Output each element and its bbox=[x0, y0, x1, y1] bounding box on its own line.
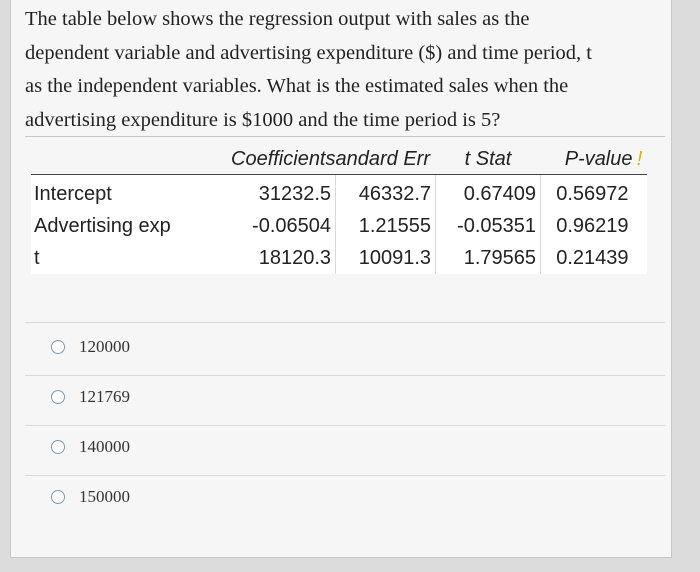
table-row bbox=[31, 175, 647, 211]
option-label: 120000 bbox=[79, 337, 130, 356]
regression-table bbox=[31, 144, 647, 274]
se-cell: 1.21555 bbox=[336, 210, 436, 242]
row-label: t bbox=[31, 242, 231, 274]
pvalue-cell: 0.96219 bbox=[541, 210, 633, 242]
divider bbox=[25, 322, 665, 323]
divider bbox=[25, 136, 665, 137]
question-card bbox=[10, 0, 672, 558]
se-cell: 10091.3 bbox=[336, 242, 436, 274]
row-label: Intercept bbox=[31, 175, 231, 211]
header-blank bbox=[31, 144, 231, 175]
pvalue-cell: 0.56972 bbox=[541, 175, 633, 211]
row-label: Advertising exp bbox=[31, 210, 231, 242]
se-cell: 46332.7 bbox=[336, 175, 436, 211]
coef-cell: 18120.3 bbox=[231, 242, 336, 274]
coef-cell: -0.06504 bbox=[231, 210, 336, 242]
radio-button[interactable] bbox=[51, 490, 65, 504]
option-label: 140000 bbox=[79, 437, 130, 456]
option-140000[interactable] bbox=[51, 437, 130, 457]
radio-button[interactable] bbox=[51, 340, 65, 354]
question-line: The table below shows the regression output with sales as the bbox=[25, 8, 530, 30]
tstat-cell: 0.67409 bbox=[436, 175, 541, 211]
divider bbox=[25, 425, 665, 426]
header-p-value: P-value bbox=[541, 144, 633, 175]
radio-button[interactable] bbox=[51, 390, 65, 404]
question-line: dependent variable and advertising expenditure ($) and time period, t bbox=[25, 41, 592, 64]
warning-icon: ! bbox=[633, 144, 647, 175]
question-line: advertising expenditure is $1000 and the time period is 5? bbox=[25, 108, 501, 131]
coef-cell: 31232.5 bbox=[231, 175, 336, 211]
option-label: 150000 bbox=[79, 487, 130, 506]
table-row bbox=[31, 242, 647, 274]
header-t-stat: t Stat bbox=[436, 144, 541, 175]
pvalue-cell: 0.21439 bbox=[541, 242, 633, 274]
radio-button[interactable] bbox=[51, 440, 65, 454]
header-coefficients: Coefficients bbox=[231, 144, 336, 175]
option-120000[interactable] bbox=[51, 337, 130, 357]
divider bbox=[25, 375, 665, 376]
question-text bbox=[25, 3, 665, 137]
tstat-cell: -0.05351 bbox=[436, 210, 541, 242]
tstat-cell: 1.79565 bbox=[436, 242, 541, 274]
option-121769[interactable] bbox=[51, 387, 130, 407]
option-label: 121769 bbox=[79, 387, 130, 406]
header-std-err: andard Err bbox=[336, 144, 436, 175]
question-line: as the independent variables. What is the estimated sales when the bbox=[25, 75, 569, 97]
option-150000[interactable] bbox=[51, 487, 130, 507]
divider bbox=[25, 475, 665, 476]
table-row bbox=[31, 210, 647, 242]
